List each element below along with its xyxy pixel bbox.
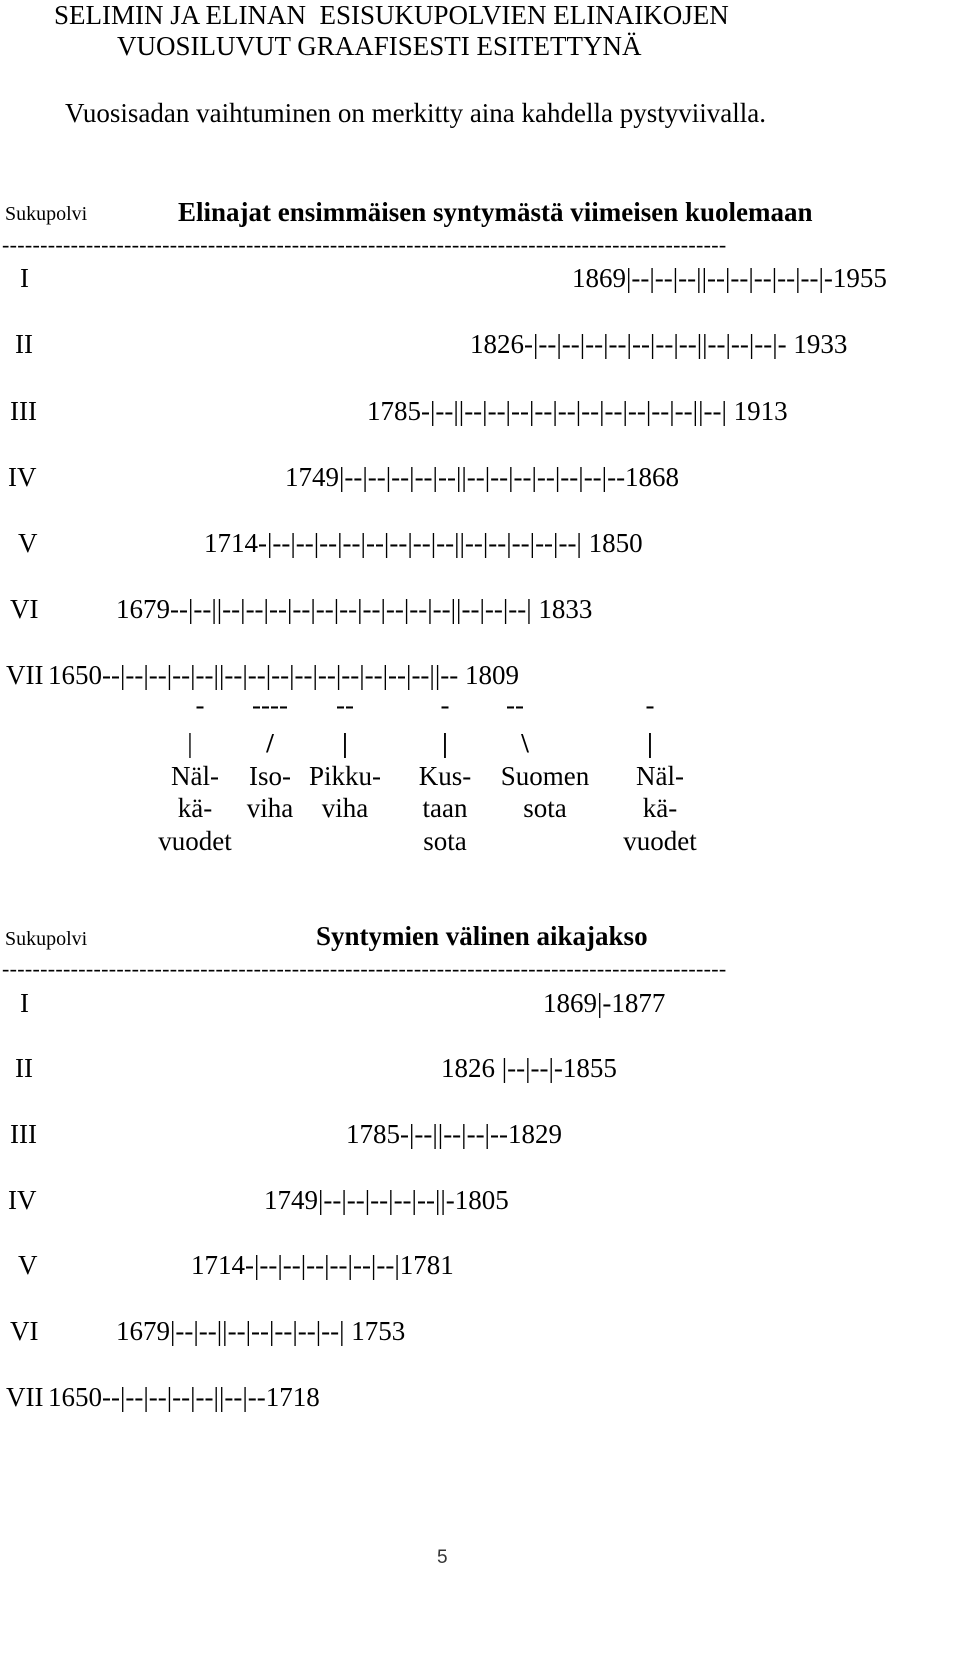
event-label-line-2: kä- bbox=[177, 793, 213, 823]
lifespan-line: 1869|--|--|--||--|--|--|--|--|-1955 bbox=[572, 263, 887, 293]
event-mark: - bbox=[645, 690, 655, 720]
generation-label: IV bbox=[8, 1185, 37, 1215]
birth-interval-line: 1826 |--|--|-1855 bbox=[441, 1053, 617, 1083]
generation-column-label: Sukupolvi bbox=[5, 928, 88, 950]
event-mark: - bbox=[195, 690, 205, 720]
lifespan-line: 1714-|--|--|--|--|--|--|--|--||--|--|--|--|--| 1850 bbox=[204, 528, 643, 558]
event-mark: -- bbox=[336, 690, 354, 720]
section-2-heading: Syntymien välinen aikajakso bbox=[316, 921, 648, 951]
page-number: 5 bbox=[437, 1547, 448, 1568]
event-connector: | bbox=[187, 728, 193, 758]
lifespan-line: 1826-|--|--|--|--|--|--|--||--|--|--|- 1933 bbox=[470, 329, 848, 359]
event-label-line-3: vuodet bbox=[623, 826, 697, 856]
century-note: Vuosisadan vaihtuminen on merkitty aina kahdella pystyviivalla. bbox=[65, 98, 766, 128]
lifespan-line: 1650--|--|--|--|--||--|--|--|--|--|--|--|--|--||-- 1809 bbox=[48, 660, 519, 690]
birth-interval-line: 1714-|--|--|--|--|--|--|1781 bbox=[191, 1250, 454, 1280]
event-label-line-1: Pikku- bbox=[308, 761, 381, 791]
event-mark: - bbox=[440, 690, 450, 720]
title-line-2: VUOSILUVUT GRAAFISESTI ESITETTYNÄ bbox=[117, 31, 642, 61]
birth-interval-line: 1869|-1877 bbox=[543, 988, 666, 1018]
event-label-line-1: Näl- bbox=[636, 761, 684, 791]
event-connector: / bbox=[266, 728, 274, 758]
birth-interval-line: 1749|--|--|--|--|--||-1805 bbox=[264, 1185, 509, 1215]
generation-label: V bbox=[18, 1250, 38, 1280]
birth-interval-line: 1650--|--|--|--|--||--|--1718 bbox=[48, 1382, 320, 1412]
event-mark: -- bbox=[506, 690, 524, 720]
generation-label: II bbox=[15, 1053, 33, 1083]
generation-label: VI bbox=[10, 1316, 39, 1346]
event-label-line-2: kä- bbox=[642, 793, 678, 823]
generation-column-label: Sukupolvi bbox=[5, 203, 88, 225]
event-label-line-2: taan bbox=[422, 793, 468, 823]
generation-label: VII bbox=[6, 1382, 44, 1412]
generation-label: V bbox=[18, 528, 38, 558]
event-label-line-1: Suomen bbox=[500, 761, 590, 791]
section-1-heading: Elinajat ensimmäisen syntymästä viimeisen kuolemaan bbox=[178, 197, 813, 227]
event-connector: | bbox=[647, 728, 653, 758]
birth-interval-line: 1679|--|--||--|--|--|--|--| 1753 bbox=[116, 1316, 406, 1346]
lifespan-line: 1679--|--||--|--|--|--|--|--|--|--|--|--||--|--|--| 1833 bbox=[116, 594, 593, 624]
lifespan-line: 1749|--|--|--|--|--||--|--|--|--|--|--|--1868 bbox=[285, 462, 680, 492]
event-mark: ---- bbox=[252, 690, 288, 720]
event-label-line-2: viha bbox=[321, 793, 369, 823]
generation-label: VI bbox=[10, 594, 39, 624]
generation-label: III bbox=[10, 1119, 37, 1149]
generation-label: VII bbox=[6, 660, 44, 690]
event-label-line-1: Näl- bbox=[171, 761, 219, 791]
lifespan-line: 1785-|--||--|--|--|--|--|--|--|--|--|--||--| 1913 bbox=[367, 396, 788, 426]
generation-label: I bbox=[20, 988, 29, 1018]
generation-label: IV bbox=[8, 462, 37, 492]
birth-interval-line: 1785-|--||--|--|--1829 bbox=[346, 1119, 562, 1149]
separator-line: ----------------------------------------------------------------------------------------------- bbox=[2, 958, 727, 980]
event-label-line-1: Iso- bbox=[249, 761, 291, 791]
event-label-line-3: vuodet bbox=[158, 826, 232, 856]
generation-label: II bbox=[15, 329, 33, 359]
generation-label: III bbox=[10, 396, 37, 426]
separator-line: ----------------------------------------------------------------------------------------------- bbox=[2, 234, 727, 256]
event-connector: | bbox=[342, 728, 348, 758]
event-label-line-1: Kus- bbox=[418, 761, 472, 791]
event-connector: | bbox=[442, 728, 448, 758]
event-label-line-2: sota bbox=[523, 793, 567, 823]
event-label-line-2: viha bbox=[246, 793, 294, 823]
event-connector: \ bbox=[521, 728, 529, 758]
event-label-line-3: sota bbox=[423, 826, 467, 856]
title-line-1: SELIMIN JA ELINAN ESISUKUPOLVIEN ELINAIKOJEN bbox=[54, 0, 729, 30]
generation-label: I bbox=[20, 263, 29, 293]
